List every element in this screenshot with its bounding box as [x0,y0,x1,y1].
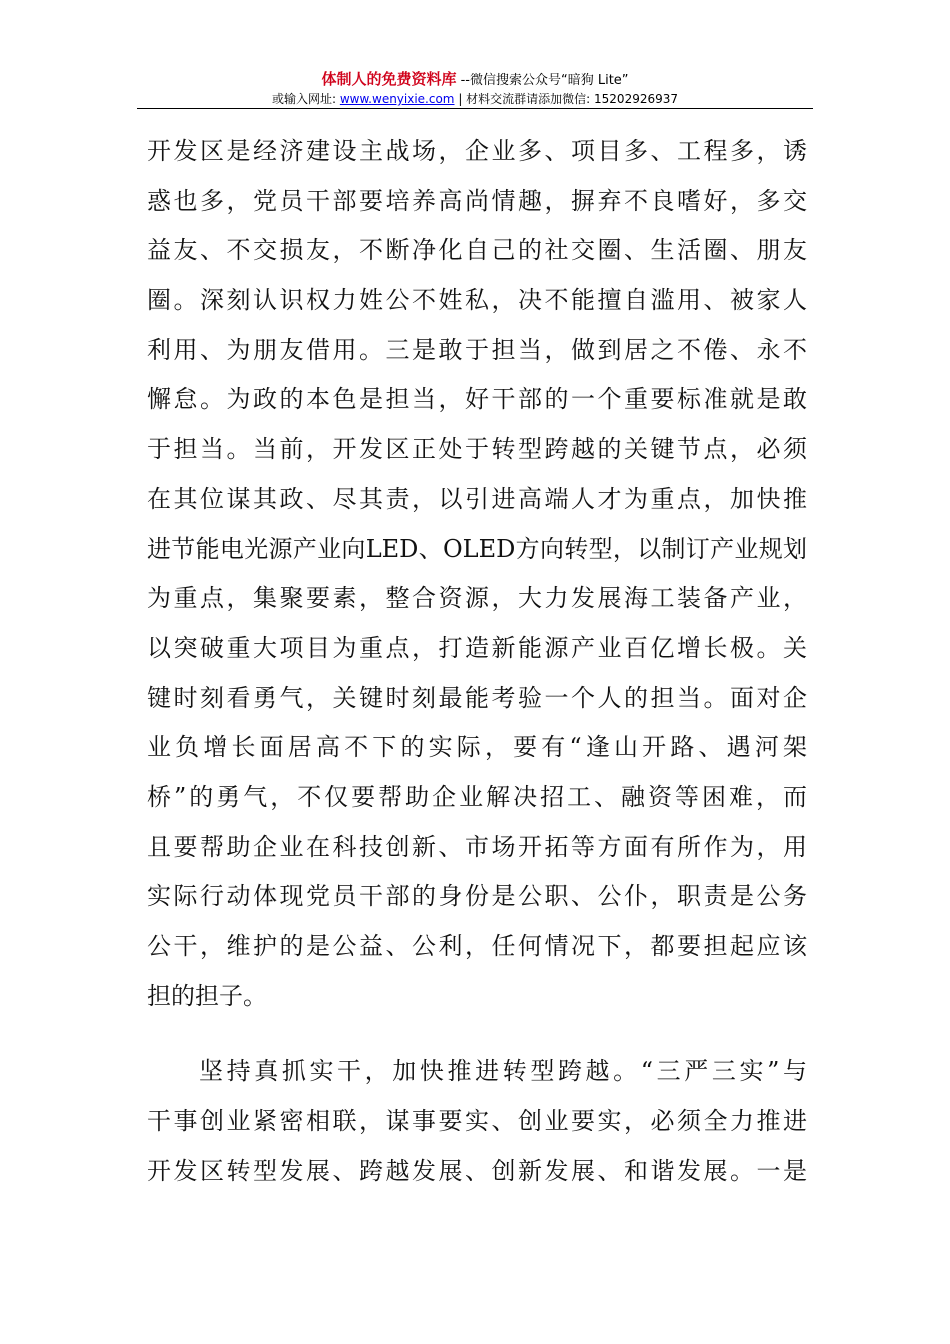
paragraph-2 [147,1047,807,1196]
text-line: 于担当。当前，开发区正处于转型跨越的关键节点，必须 [147,435,807,464]
page-header [0,70,950,108]
text-line: 业负增长面居高不下的实际，要有“逢山开路、遇河架 [147,733,807,762]
text-line: 开发区转型发展、跨越发展、创新发展、和谐发展。一是 [147,1156,807,1185]
text-line: 桥”的勇气，不仅要帮助企业解决招工、融资等困难，而 [147,782,807,811]
text-line: 键时刻看勇气，关键时刻最能考验一个人的担当。面对企 [147,683,807,712]
text-line: 惑也多，党员干部要培养高尚情趣，摒弃不良嗜好，多交 [147,186,807,215]
text-line: 以突破重大项目为重点，打造新能源产业百亿增长极。关 [147,633,807,662]
header-title-line [0,70,950,90]
header-divider [137,108,813,109]
text-line: 实际行动体现党员干部的身份是公职、公仆，职责是公务 [147,882,807,911]
url-prefix: 或输入网址: [271,92,340,106]
text-line: 干事创业紧密相联，谋事要实、创业要实，必须全力推进 [147,1107,807,1136]
text-line: 进节能电光源产业向LED、OLED方向转型，以制订产业规划 [147,534,807,563]
brand-title: 体制人的免费资料库 [321,70,457,88]
text-line: 在其位谋其政、尽其责，以引进高端人才为重点，加快推 [147,484,807,513]
url-suffix: | 材料交流群请添加微信: 15202926937 [454,92,679,106]
document-body [147,127,807,1196]
text-line: 圈。深刻认识权力姓公不姓私，决不能擅自滥用、被家人 [147,286,807,315]
paragraph-gap [147,1021,807,1047]
text-line: 益友、不交损友，不断净化自己的社交圈、生活圈、朋友 [147,236,807,265]
text-line: 且要帮助企业在科技创新、市场开拓等方面有所作为，用 [147,832,807,861]
text-line: 开发区是经济建设主战场，企业多、项目多、工程多，诱 [147,137,807,165]
text-line: 利用、为朋友借用。三是敢于担当，做到居之不倦、永不 [147,335,807,364]
text-line: 为重点，集聚要素，整合资源，大力发展海工装备产业， [147,584,807,613]
text-line: 懈怠。为政的本色是担当，好干部的一个重要标准就是敢 [147,385,807,414]
header-url-line [0,90,950,108]
text-line-first: 坚持真抓实干，加快推进转型跨越。“三严三实”与 [199,1057,807,1086]
text-line-last: 担的担子。 [147,981,267,1010]
header-tagline: --微信搜索公众号“暗狗 Lite” [456,73,629,88]
website-link[interactable]: www.wenyixie.com [339,92,455,106]
paragraph-1 [147,127,807,1021]
text-line: 公干，维护的是公益、公利，任何情况下，都要担起应该 [147,932,807,960]
